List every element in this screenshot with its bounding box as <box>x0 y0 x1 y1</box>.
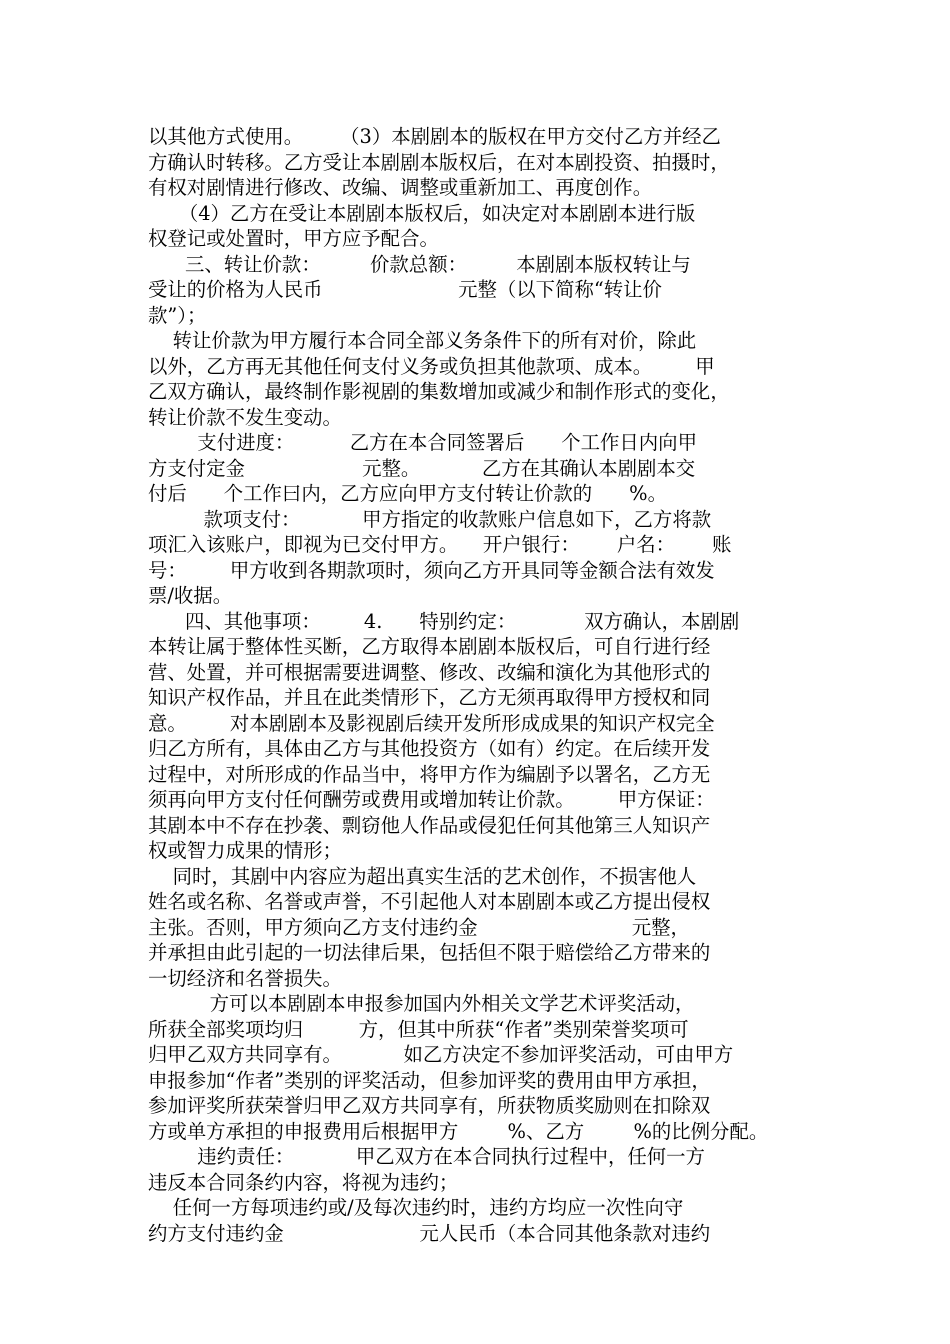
text-line: 所获全部奖项均归 方，但其中所获“作者”类别荣誉奖项可 <box>148 1017 689 1041</box>
text-line: 权或智力成果的情形； <box>148 839 342 862</box>
text-line: 乙双方确认，最终制作影视剧的集数增加或减少和制作形式的变化， <box>148 380 730 403</box>
text-line: 三、转让价款： 价款总额： 本剧剧本版权转让与 <box>148 252 691 276</box>
text-line: 违反本合同条约内容，将视为违约； <box>148 1170 459 1194</box>
text-line: 过程中，对所形成的作品当中，将甲方作为编剧予以署名，乙方无 <box>148 762 711 786</box>
text-line: 有权对剧情进行修改、改编、调整或重新加工、再度创作。 <box>148 176 653 199</box>
text-line: 营、处置，并可根据需要进调整、修改、改编和演化为其他形式的 <box>148 660 711 684</box>
text-line: 受让的价格为人民币 元整（以下简称“转让价 <box>148 278 662 301</box>
text-line: 方可以本剧剧本申报参加国内外相关文学艺术评奖活动， <box>148 992 695 1015</box>
text-line: 归甲乙双方共同享有。 如乙方决定不参加评奖活动，可由甲方 <box>148 1043 734 1066</box>
text-line: 四、其他事项： 4. 特别约定： 双方确认，本剧剧 <box>148 609 740 633</box>
text-line: 转让价款不发生变动。 <box>148 405 342 429</box>
text-line: 项汇入该账户，即视为已交付甲方。 开户银行： 户名： 账 <box>148 533 732 556</box>
contract-text <box>148 124 818 1246</box>
text-line: 知识产权作品，并且在此类情形下，乙方无须再取得甲方授权和同 <box>148 686 711 709</box>
text-line: 转让价款为甲方履行本合同全部义务条件下的所有对价，除此 <box>148 329 697 352</box>
text-line: 并承担由此引起的一切法律后果，包括但不限于赔偿给乙方带来的 <box>148 941 711 964</box>
text-line: 票/收据。 <box>148 584 233 607</box>
text-line: 其剧本中不存在抄袭、剽窃他人作品或侵犯任何其他第三人知识产 <box>148 813 711 837</box>
text-line: 权登记或处置时，甲方应予配合。 <box>148 227 439 250</box>
text-line: 付后 个工作曰内，乙方应向甲方支付转让价款的 %。 <box>148 482 667 505</box>
text-line: 须再向甲方支付任何酬劳或费用或增加转让价款。 甲方保证： <box>148 788 715 811</box>
text-line: （4）乙方在受让本剧剧本版权后，如决定对本剧剧本进行版 <box>148 201 696 225</box>
text-line: 约方支付违约金 元人民币（本合同其他条款对违约 <box>148 1221 711 1245</box>
text-line: 同时，其剧中内容应为超出真实生活的艺术创作，不损害他人 <box>148 864 697 888</box>
text-line: 参加评奖所获荣誉归甲乙双方共同享有，所获物质奖励则在扣除双 <box>148 1094 711 1117</box>
text-line: 姓名或名称、名誉或声誉，不引起他人对本剧剧本或乙方提出侵权 <box>148 890 711 913</box>
text-line: 方确认时转移。乙方受让本剧剧本版权后，在对本剧投资、拍摄时， <box>148 150 730 174</box>
text-line: 号： 甲方收到各期款项时，须向乙方开具同等金额合法有效发 <box>148 558 715 582</box>
text-line: 支付进度： 乙方在本合同签署后 个工作日内向甲 <box>148 431 697 454</box>
text-line: 任何一方每项违约或/及每次违约时，违约方均应一次性向守 <box>148 1196 684 1219</box>
text-line: 一切经济和名誉损失。 <box>148 966 342 990</box>
text-line: 以其他方式使用。 （3）本剧剧本的版权在甲方交付乙方并经乙 <box>148 125 721 148</box>
text-line: 款项支付： 甲方指定的收款账户信息如下，乙方将款 <box>148 507 712 531</box>
text-line: 方或单方承担的申报费用后根据甲方 %、乙方 %的比例分配。 <box>148 1119 769 1143</box>
text-line: 主张。否则，甲方须向乙方支付违约金 元整， <box>148 915 690 939</box>
text-line: 方支付定金 元整。 乙方在其确认本剧剧本交 <box>148 456 696 480</box>
text-line: 意。 对本剧剧本及影视剧后续开发所形成成果的知识产权完全 <box>148 711 715 735</box>
text-line: 本转让属于整体性买断，乙方取得本剧剧本版权后，可自行进行经 <box>148 635 711 658</box>
text-line: 款”）； <box>148 303 207 327</box>
text-line: 申报参加“作者”类别的评奖活动，但参加评奖的费用由甲方承担， <box>148 1068 711 1092</box>
text-line: 归乙方所有，具体由乙方与其他投资方（如有）约定。在后续开发 <box>148 737 711 760</box>
text-line: 违约责任： 甲乙双方在本合同执行过程中，任何一方 <box>148 1145 705 1168</box>
text-line: 以外，乙方再无其他任何支付义务或负担其他款项、成本。 甲 <box>148 354 715 378</box>
